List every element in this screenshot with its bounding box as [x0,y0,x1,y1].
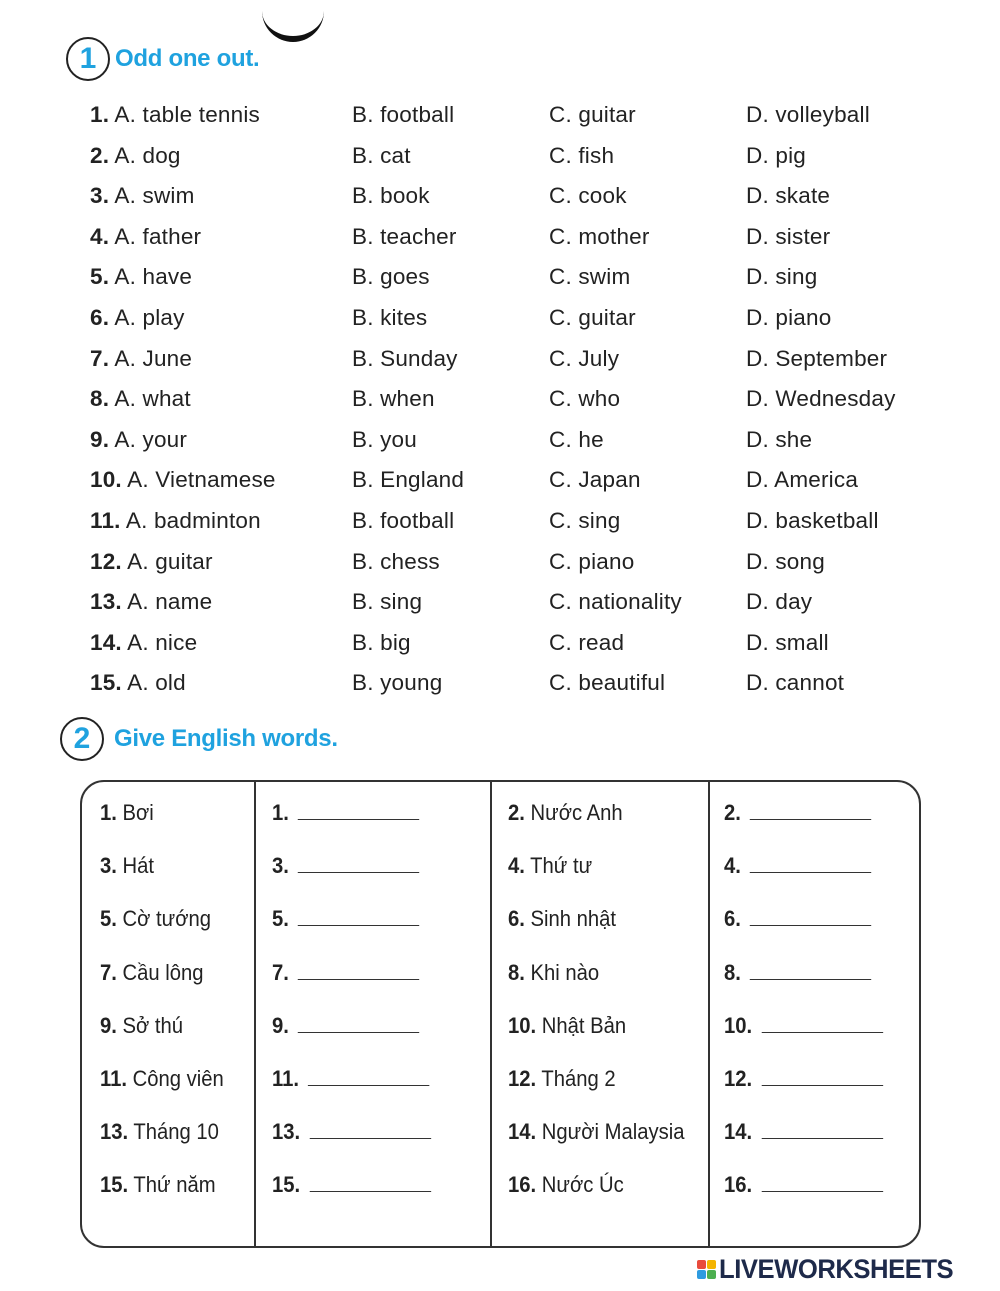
option-text: A. guitar [127,548,213,574]
option-a[interactable] [90,143,181,169]
question-number: 14. [90,629,122,655]
option-b[interactable]: B. England [352,467,465,493]
option-a[interactable] [90,264,192,290]
option-text: A. swim [114,183,195,209]
option-c[interactable]: C. piano [549,548,635,574]
item-number: 8. [508,959,525,985]
word-cell-right [508,960,599,986]
vietnamese-word: Cầu lông [122,959,204,985]
item-number: 11. [100,1066,128,1091]
answer-cell-right [724,1172,883,1198]
option-c[interactable]: C. beautiful [549,670,666,696]
option-b[interactable]: B. big [352,629,411,655]
answer-number: 16. [724,1172,753,1198]
answer-number: 14. [724,1119,753,1145]
option-a[interactable] [90,589,212,615]
vietnamese-word: Nhật Bản [541,1012,627,1038]
question-number: 4. [90,223,110,249]
answer-cell-left [272,1013,420,1039]
item-number: 16. [508,1172,537,1198]
answer-number: 13. [272,1119,301,1145]
answer-number: 12. [724,1066,753,1091]
answer-blank[interactable] [298,801,419,820]
answer-blank[interactable] [750,961,871,980]
answer-cell-right [724,1119,883,1145]
option-b[interactable]: B. when [352,386,435,412]
item-number: 14. [508,1119,537,1145]
question-number: 5. [90,264,110,290]
answer-blank[interactable] [298,854,419,873]
item-number: 6. [508,906,525,932]
question-number: 10. [90,467,122,493]
answer-cell-left [272,906,420,932]
answer-blank[interactable] [761,1120,882,1139]
item-number: 15. [100,1172,129,1198]
option-d[interactable]: D. she [746,426,813,452]
section-2-header [60,717,338,761]
option-text: A. father [114,223,202,249]
option-d[interactable]: D. skate [746,183,831,209]
table-divider [490,782,492,1246]
word-cell-left [100,800,154,826]
question-number: 3. [90,183,110,209]
option-c[interactable]: C. he [549,426,604,452]
vietnamese-word: Khi nào [530,959,600,985]
item-number: 9. [100,1012,117,1038]
vietnamese-word: Bơi [122,800,154,825]
option-c[interactable]: C. Japan [549,467,641,493]
item-number: 3. [100,853,117,879]
answer-blank[interactable] [750,854,871,873]
answer-cell-left [272,1066,430,1092]
option-a[interactable] [90,630,197,656]
option-a[interactable] [90,549,213,575]
word-cell-right [508,800,623,826]
question-number: 6. [90,304,110,330]
word-cell-left [100,906,211,932]
answer-number: 10. [724,1012,753,1038]
answer-blank[interactable] [761,1014,882,1033]
option-b[interactable]: B. football [352,507,455,533]
option-a[interactable] [90,305,185,331]
vietnamese-word: Người Malaysia [541,1119,685,1145]
answer-blank[interactable] [750,907,871,926]
option-d[interactable]: D. song [746,548,825,574]
option-text: A. play [114,304,185,330]
word-cell-right [508,1013,626,1039]
option-b[interactable]: B. young [352,670,443,696]
answer-cell-right [724,1066,883,1092]
option-text: A. name [127,589,213,615]
answer-blank[interactable] [750,801,871,820]
option-text: A. nice [127,629,198,655]
item-number: 7. [100,959,117,985]
section-1-header [66,37,259,81]
option-d[interactable]: D. piano [746,304,832,330]
vietnamese-word: Công viên [132,1066,224,1091]
option-b[interactable]: B. sing [352,589,423,615]
question-number: 2. [90,142,110,168]
option-d[interactable]: D. day [746,589,813,615]
vietnamese-word: Thứ năm [133,1172,216,1198]
vietnamese-word: Tháng 2 [541,1066,616,1091]
option-c[interactable]: C. nationality [549,589,682,615]
question-number: 12. [90,548,122,574]
answer-cell-right [724,1013,883,1039]
option-a[interactable] [90,427,187,453]
section-2-title: Give English words. [114,725,338,752]
vietnamese-word: Sinh nhật [530,906,617,932]
answer-blank[interactable] [309,1173,430,1192]
word-cell-right [508,1172,624,1198]
question-number: 9. [90,426,110,452]
item-number: 12. [508,1066,537,1091]
answer-number: 8. [724,959,741,985]
word-cell-right [508,853,592,879]
section-1-title: Odd one out. [115,45,260,72]
option-d[interactable]: D. September [746,345,888,371]
option-b[interactable]: B. book [352,183,430,209]
word-cell-right [508,1119,684,1145]
option-a[interactable] [90,102,260,128]
option-text: A. badminton [125,507,261,533]
question-number: 7. [90,345,110,371]
option-c[interactable]: C. fish [549,142,615,168]
word-cell-left [100,1013,183,1039]
option-d[interactable]: D. sing [746,264,818,290]
answer-number: 6. [724,906,741,932]
vietnamese-word: Hát [122,853,155,879]
answer-cell-right [724,960,872,986]
answer-number: 2. [724,800,741,825]
option-a[interactable] [90,183,195,209]
option-text: A. table tennis [114,102,260,127]
logo-text: LIVEWORKSHEETS [719,1254,954,1284]
answer-blank[interactable] [761,1173,882,1192]
word-cell-left [100,1066,224,1092]
item-number: 4. [508,853,525,879]
option-c[interactable]: C. July [549,345,620,371]
question-number: 8. [90,386,110,412]
option-d[interactable]: D. basketball [746,507,879,533]
option-text: A. June [114,345,193,371]
option-text: A. dog [114,142,181,168]
option-c[interactable]: C. guitar [549,102,636,127]
option-text: A. old [127,670,186,696]
option-text: A. have [114,264,193,290]
option-text: A. what [114,386,191,412]
answer-blank[interactable] [298,961,419,980]
option-d[interactable]: D. sister [746,223,831,249]
word-cell-right [508,1066,616,1092]
option-a[interactable] [90,224,201,250]
answer-number: 11. [272,1066,300,1091]
option-b[interactable]: B. Sunday [352,345,458,371]
liveworksheets-logo-icon [697,1260,716,1279]
word-cell-left [100,1119,219,1145]
answer-number: 7. [272,959,289,985]
vietnamese-word: Thứ tư [530,853,593,879]
liveworksheets-logo [697,1254,966,1285]
answer-blank[interactable] [309,1120,430,1139]
word-cell-left [100,1172,216,1198]
option-c[interactable]: C. cook [549,183,627,209]
option-a[interactable] [90,386,191,412]
answer-cell-right [724,853,872,879]
question-number: 1. [90,102,110,127]
vietnamese-word: Tháng 10 [133,1119,219,1145]
section-1-number: 1 [66,37,110,81]
answer-blank[interactable] [298,907,419,926]
answer-cell-right [724,800,872,826]
question-number: 15. [90,670,122,696]
word-cell-left [100,853,154,879]
item-number: 1. [100,800,117,825]
answer-number: 5. [272,906,289,932]
answer-number: 15. [272,1172,301,1198]
question-number: 11. [90,507,121,533]
word-cell-right [508,906,616,932]
vietnamese-word: Sở thú [122,1012,184,1038]
answer-cell-left [272,1172,431,1198]
answer-number: 3. [272,853,289,879]
option-a[interactable] [90,508,261,534]
section-2-number: 2 [60,717,104,761]
table-divider [708,782,710,1246]
option-a[interactable] [90,467,276,493]
option-c[interactable]: C. swim [549,264,631,290]
item-number: 2. [508,800,525,825]
answer-cell-left [272,800,420,826]
option-a[interactable] [90,670,186,696]
vietnamese-word: Nước Úc [541,1172,624,1198]
option-b[interactable]: B. kites [352,304,428,330]
answer-number: 9. [272,1012,289,1038]
option-d[interactable]: D. cannot [746,670,845,696]
option-b[interactable]: B. chess [352,548,440,574]
option-b[interactable]: B. goes [352,264,430,290]
item-number: 5. [100,906,117,932]
vietnamese-word: Cờ tướng [122,906,212,932]
answer-blank[interactable] [298,1014,419,1033]
item-number: 10. [508,1012,537,1038]
option-d[interactable]: D. pig [746,142,806,168]
option-d[interactable]: D. volleyball [746,102,870,127]
top-decorative-mark [262,6,324,42]
option-d[interactable]: D. America [746,467,859,493]
item-number: 13. [100,1119,129,1145]
word-cell-left [100,960,204,986]
answer-cell-left [272,853,420,879]
option-b[interactable]: B. teacher [352,223,457,249]
option-c[interactable]: C. mother [549,223,650,249]
answer-blank[interactable] [308,1067,429,1086]
option-c[interactable]: C. who [549,386,621,412]
option-b[interactable]: B. you [352,426,417,452]
answer-number: 4. [724,853,741,879]
option-d[interactable]: D. Wednesday [746,386,896,412]
option-c[interactable]: C. read [549,629,625,655]
option-b[interactable]: B. football [352,102,455,127]
option-a[interactable] [90,346,192,372]
question-number: 13. [90,589,122,615]
answer-number: 1. [272,800,289,825]
answer-cell-right [724,906,872,932]
vocabulary-table [80,780,921,1248]
option-b[interactable]: B. cat [352,142,411,168]
table-divider [254,782,256,1246]
option-d[interactable]: D. small [746,629,829,655]
answer-cell-left [272,960,420,986]
option-c[interactable]: C. guitar [549,304,636,330]
option-text: A. your [114,426,188,452]
option-c[interactable]: C. sing [549,507,621,533]
answer-blank[interactable] [761,1067,882,1086]
vietnamese-word: Nước Anh [530,800,623,825]
option-text: A. Vietnamese [127,467,276,493]
answer-cell-left [272,1119,431,1145]
